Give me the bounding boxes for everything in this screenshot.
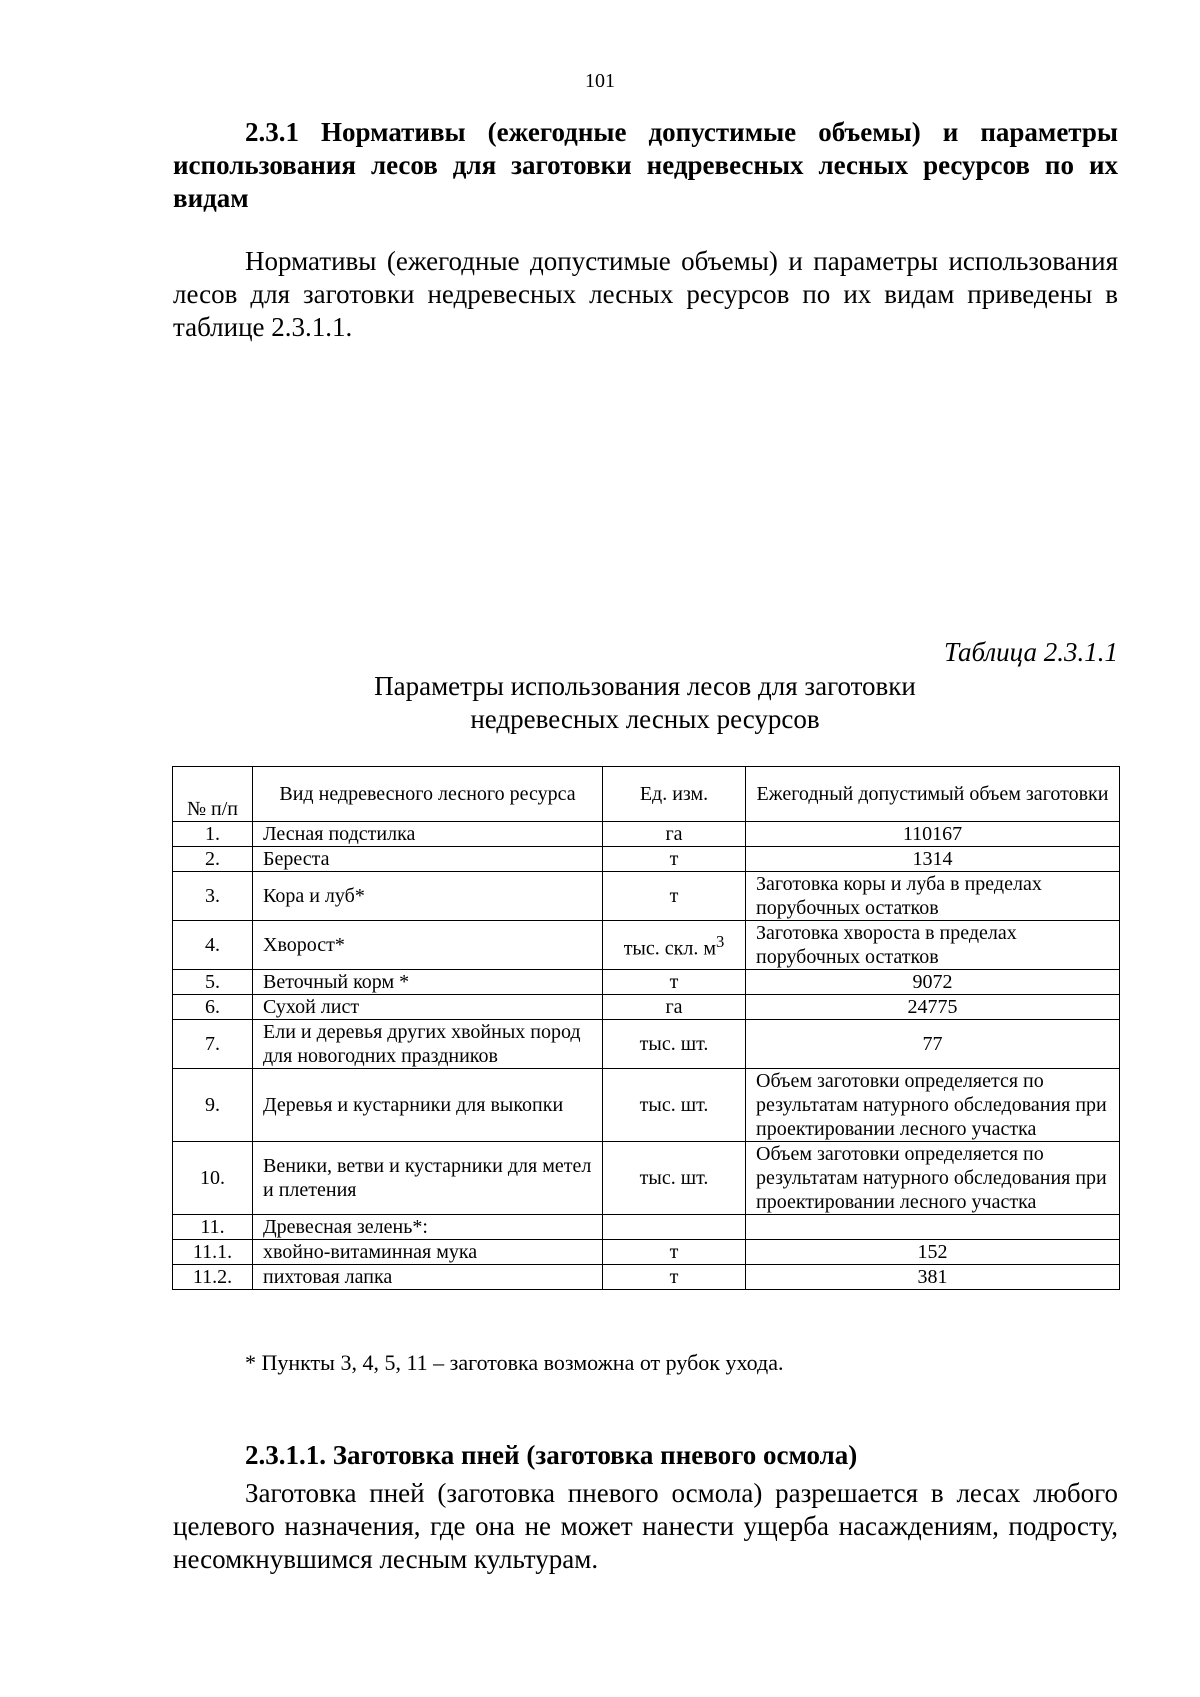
header-number: № п/п: [173, 767, 253, 822]
table-footnote: * Пункты 3, 4, 5, 11 – заготовка возможна от рубок ухода.: [245, 1350, 784, 1375]
row-number: 11.1.: [173, 1240, 253, 1265]
row-volume: 1314: [746, 847, 1120, 872]
row-number: 3.: [173, 872, 253, 921]
page-number: 101: [585, 70, 615, 92]
row-unit: тыс. шт.: [603, 1142, 746, 1215]
table-row: [173, 1069, 1120, 1142]
row-unit: тыс. шт.: [603, 1020, 746, 1069]
row-volume: 77: [746, 1020, 1120, 1069]
row-volume: 24775: [746, 995, 1120, 1020]
row-unit: т: [603, 970, 746, 995]
row-resource: хвойно-витаминная мука: [253, 1240, 603, 1265]
row-volume: [746, 1215, 1120, 1240]
row-unit: га: [603, 995, 746, 1020]
row-number: 4.: [173, 921, 253, 970]
row-unit: [603, 921, 746, 970]
table-row: [173, 1142, 1120, 1215]
header-resource-type: Вид недревесного лесного ресурса: [253, 767, 603, 822]
row-resource: Береста: [253, 847, 603, 872]
row-resource: Веточный корм *: [253, 970, 603, 995]
row-number: 11.: [173, 1215, 253, 1240]
table-row: [173, 921, 1120, 970]
table-row: [173, 847, 1120, 872]
table-row: [173, 1215, 1120, 1240]
row-resource: Кора и луб*: [253, 872, 603, 921]
table-row: [173, 1020, 1120, 1069]
row-resource: Лесная подстилка: [253, 822, 603, 847]
row-number: 1.: [173, 822, 253, 847]
row-unit: т: [603, 847, 746, 872]
row-number: 6.: [173, 995, 253, 1020]
row-resource: Хворост*: [253, 921, 603, 970]
parameters-table: [172, 766, 1120, 1290]
table-header-row: [173, 767, 1120, 822]
header-annual-volume: Ежегодный допустимый объем заготовки: [746, 767, 1120, 822]
row-volume: Объем заготовки определяется по результатам натурного обследования при проектировании лесного участка: [746, 1142, 1120, 1215]
row-volume: 9072: [746, 970, 1120, 995]
row-resource: Ели и деревья других хвойных пород для новогодних праздников: [253, 1020, 603, 1069]
table-caption-line-2: недревесных лесных ресурсов: [470, 704, 820, 734]
intro-paragraph: Нормативы (ежегодные допустимые объемы) и параметры использования лесов для заготовки недревесных лесных ресурсов по их видам приведены в таблице 2.3.1.1.: [173, 246, 1118, 342]
row-resource: Древесная зелень*:: [253, 1215, 603, 1240]
row-number: 10.: [173, 1142, 253, 1215]
row-resource: пихтовая лапка: [253, 1265, 603, 1290]
row-number: 5.: [173, 970, 253, 995]
row-unit: т: [603, 1265, 746, 1290]
row-volume: 110167: [746, 822, 1120, 847]
row-resource: Сухой лист: [253, 995, 603, 1020]
row-volume: Объем заготовки определяется по результатам натурного обследования при проектировании лесного участка: [746, 1069, 1120, 1142]
row-unit: т: [603, 1240, 746, 1265]
table-row: [173, 822, 1120, 847]
table-row: [173, 1240, 1120, 1265]
row-volume: Заготовка коры и луба в пределах порубочных остатков: [746, 872, 1120, 921]
row-volume: 152: [746, 1240, 1120, 1265]
table-caption-line-1: Параметры использования лесов для заготовки: [374, 671, 916, 701]
section-heading: 2.3.1 Нормативы (ежегодные допустимые объемы) и параметры использования лесов для заготовки недревесных лесных ресурсов по их видам: [173, 117, 1118, 213]
row-unit: [603, 1215, 746, 1240]
row-unit: тыс. шт.: [603, 1069, 746, 1142]
row-unit-text: тыс. скл. м: [623, 937, 716, 960]
row-number: 2.: [173, 847, 253, 872]
header-unit: Ед. изм.: [603, 767, 746, 822]
row-unit: т: [603, 872, 746, 921]
table-caption: [0, 670, 1200, 736]
row-number: 9.: [173, 1069, 253, 1142]
table-row: [173, 872, 1120, 921]
row-unit: га: [603, 822, 746, 847]
table-row: [173, 970, 1120, 995]
row-number: 11.2.: [173, 1265, 253, 1290]
table-row: [173, 1265, 1120, 1290]
table-label: Таблица 2.3.1.1: [943, 637, 1118, 667]
row-unit-superscript: 3: [715, 931, 725, 951]
table-row: [173, 995, 1120, 1020]
subsection-heading: 2.3.1.1. Заготовка пней (заготовка пневого осмола): [245, 1440, 858, 1470]
row-volume: Заготовка хвороста в пределах порубочных остатков: [746, 921, 1120, 970]
row-resource: Деревья и кустарники для выкопки: [253, 1069, 603, 1142]
row-resource: Веники, ветви и кустарники для метел и плетения: [253, 1142, 603, 1215]
subsection-paragraph: Заготовка пней (заготовка пневого осмола) разрешается в лесах любого целевого назначения, где она не может нанести ущерба насаждениям, подросту, несомкнувшимся лесным культурам.: [173, 1478, 1118, 1574]
row-number: 7.: [173, 1020, 253, 1069]
row-volume: 381: [746, 1265, 1120, 1290]
